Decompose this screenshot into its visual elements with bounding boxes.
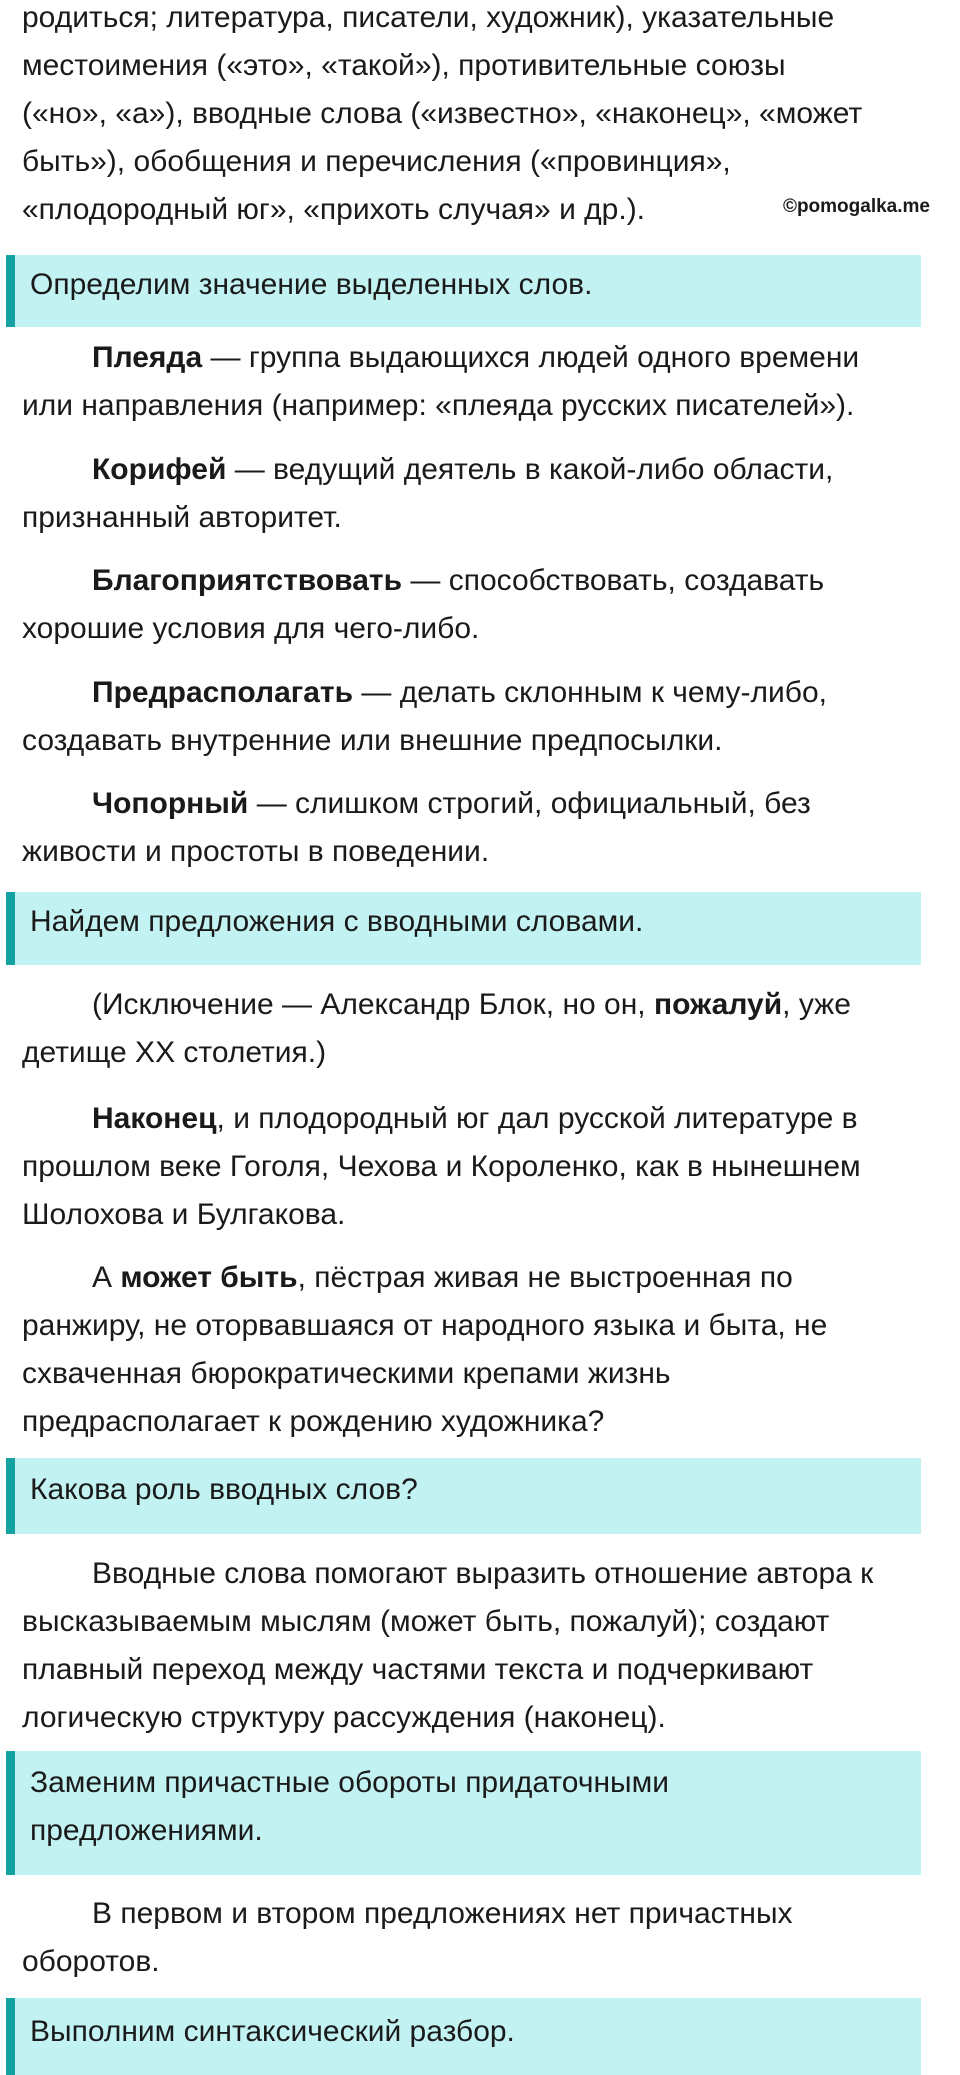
section-header-text: Какова роль вводных слов? [30, 1473, 418, 1506]
sentence-text: прошлом веке Гоголя, Чехова и Короленко, как в нынешнем [22, 1150, 861, 1183]
definition-text: — слишком строгий, официальный, без [248, 787, 811, 820]
definition-text: создавать внутренние или внешние предпосылки. [22, 724, 723, 757]
sentence-text: детище XX столетия.) [22, 1036, 327, 1069]
paragraph-text: плавный переход между частями текста и подчеркивают [22, 1653, 814, 1686]
section-header-text: Заменим причастные обороты придаточными [30, 1766, 669, 1799]
sentence-item [22, 1254, 946, 1446]
intro-line: местоимения («это», «такой»), противительные союзы [22, 49, 786, 82]
definition-term: Корифей [92, 453, 227, 486]
section-header-introductory [6, 892, 921, 965]
definition-item [22, 780, 946, 876]
definition-term: Плеяда [92, 341, 203, 374]
definition-text: хорошие условия для чего-либо. [22, 612, 480, 645]
sentence-text: схваченная бюрократическими крепами жизнь [22, 1357, 671, 1390]
introductory-word: может быть [120, 1261, 298, 1294]
sentence-text: ранжиру, не оторвавшаяся от народного языка и быта, не [22, 1309, 828, 1342]
definition-term: Чопорный [92, 787, 249, 820]
section-header-syntax [6, 1998, 921, 2075]
intro-line: «плодородный юг», «прихоть случая» и др.). [22, 193, 646, 226]
definition-item [22, 446, 946, 542]
intro-line: родиться; литература, писатели, художник), указательные [22, 1, 835, 34]
section-header-text: предложениями. [30, 1814, 263, 1847]
introductory-word: Наконец [92, 1102, 217, 1135]
sentence-item [22, 981, 946, 1077]
participle-paragraph [22, 1890, 946, 1986]
definition-text: — делать склонным к чему-либо, [353, 676, 828, 709]
intro-line: быть»), обобщения и перечисления («провинция», [22, 145, 731, 178]
role-paragraph [22, 1550, 946, 1742]
definition-text: или направления (например: «плеяда русских писателей»). [22, 389, 855, 422]
paragraph-text: Вводные слова помогают выразить отношение автора к [92, 1557, 874, 1590]
paragraph-text: высказываемым мыслям (может быть, пожалуй); создают [22, 1605, 830, 1638]
paragraph-text: В первом и втором предложениях нет причастных [92, 1897, 793, 1930]
section-header-participle [6, 1751, 921, 1875]
definition-item [22, 557, 946, 653]
definition-text: — ведущий деятель в какой-либо области, [226, 453, 834, 486]
watermark: ©pomogalka.me [782, 196, 930, 217]
section-header-text: Найдем предложения с вводными словами. [30, 905, 644, 938]
sentence-text: предрасполагает к рождению художника? [22, 1405, 605, 1438]
sentence-text: , и плодородный юг дал русской литературе в [216, 1102, 858, 1135]
sentence-text: , пёстрая живая не выстроенная по [297, 1261, 793, 1294]
section-header-text: Выполним синтаксический разбор. [30, 2015, 515, 2048]
sentence-item [22, 1095, 946, 1239]
definition-term: Предрасполагать [92, 676, 354, 709]
paragraph-text: оборотов. [22, 1945, 160, 1978]
introductory-word: пожалуй [653, 988, 783, 1021]
sentence-text: (Исключение — Александр Блок, но он, [92, 988, 654, 1021]
definition-text: живости и простоты в поведении. [22, 835, 490, 868]
sentence-text: Шолохова и Булгакова. [22, 1198, 346, 1231]
section-header-role [6, 1458, 921, 1534]
sentence-text: , уже [782, 988, 851, 1021]
intro-line: («но», «а»), вводные слова («известно», «наконец», «может [22, 97, 863, 130]
sentence-text: А [92, 1261, 121, 1294]
definition-text: — способствовать, создавать [402, 564, 825, 597]
definition-text: — группа выдающихся людей одного времени [202, 341, 860, 374]
definition-item [22, 669, 946, 765]
definition-text: признанный авторитет. [22, 501, 342, 534]
section-header-text: Определим значение выделенных слов. [30, 268, 593, 301]
section-header-definitions [6, 255, 921, 327]
definition-item [22, 334, 946, 430]
paragraph-text: логическую структуру рассуждения (наконец). [22, 1701, 666, 1734]
definition-term: Благоприятствовать [92, 564, 403, 597]
